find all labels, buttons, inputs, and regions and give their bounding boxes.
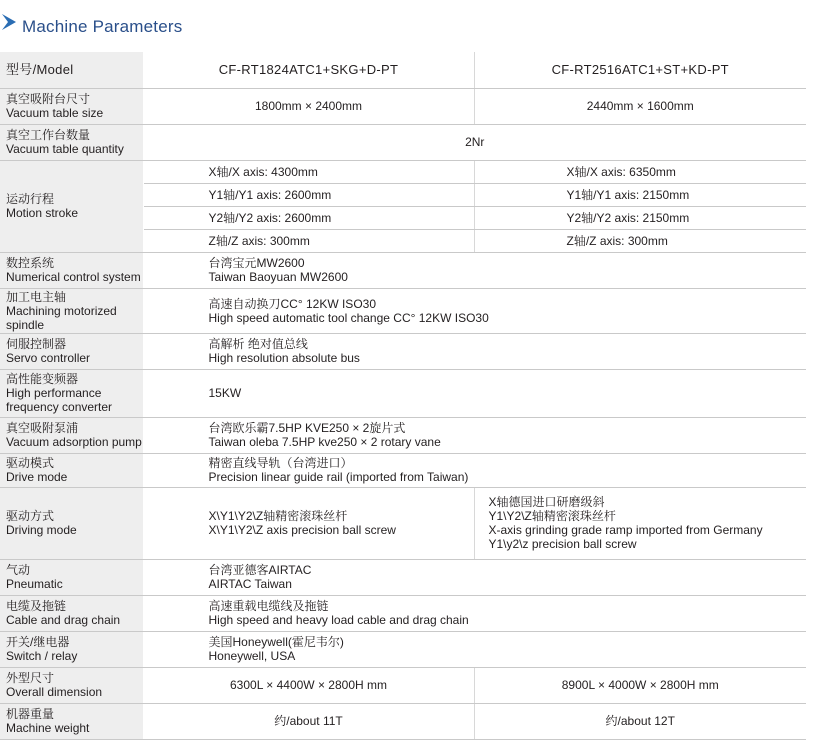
row-label: 机器重量 Machine weight — [0, 703, 143, 739]
table-row — [0, 160, 806, 183]
cell-value: 2440mm × 1600mm — [474, 88, 806, 124]
cell-value: 台湾欧乐霸7.5HP KVE250 × 2旋片式 Taiwan oleba 7.5HP kve250 × 2 rotary vane — [143, 417, 806, 453]
row-label: 开关/继电器 Switch / relay — [0, 631, 143, 667]
table-row — [0, 288, 806, 333]
cell-value: 高速自动换刀CC° 12KW ISO30 High speed automatic tool change CC° 12KW ISO30 — [143, 288, 806, 333]
cell-value: 1800mm × 2400mm — [143, 88, 474, 124]
table-row — [0, 124, 806, 160]
table-row — [0, 453, 806, 487]
row-label: 气动 Pneumatic — [0, 559, 143, 595]
table-row — [0, 333, 806, 369]
row-label: 电缆及拖链 Cable and drag chain — [0, 595, 143, 631]
cell-value: Y1轴/Y1 axis: 2150mm — [474, 183, 806, 206]
table-row — [0, 559, 806, 595]
model-1-name: CF-RT1824ATC1+SKG+D-PT — [143, 52, 474, 88]
row-label: 驱动方式 Driving mode — [0, 487, 143, 559]
table-row — [0, 252, 806, 288]
cell-value: 高速重载电缆线及拖链 High speed and heavy load cable and drag chain — [143, 595, 806, 631]
cell-value: 美国Honeywell(霍尼韦尔) Honeywell, USA — [143, 631, 806, 667]
row-label: 运动行程 Motion stroke — [0, 160, 143, 252]
table-row — [0, 88, 806, 124]
cell-value: 8900L × 4000W × 2800H mm — [474, 667, 806, 703]
row-label: 加工电主轴 Machining motorized spindle — [0, 288, 143, 333]
cell-value: 台湾宝元MW2600 Taiwan Baoyuan MW2600 — [143, 252, 806, 288]
cell-value: 2Nr — [143, 124, 806, 160]
table-row — [0, 52, 806, 88]
cell-value: 约/about 11T — [143, 703, 474, 739]
table-row — [0, 417, 806, 453]
section-header — [0, 0, 817, 52]
row-label: 驱动模式 Drive mode — [0, 453, 143, 487]
cell-value: X轴/X axis: 6350mm — [474, 160, 806, 183]
row-label: 真空吸附台尺寸 Vacuum table size — [0, 88, 143, 124]
cell-value: Z轴/Z axis: 300mm — [143, 229, 474, 252]
cell-value: 高解析 绝对值总线 High resolution absolute bus — [143, 333, 806, 369]
cell-value: 台湾亚德客AIRTAC AIRTAC Taiwan — [143, 559, 806, 595]
row-label: 高性能变频器 High performance frequency converter — [0, 369, 143, 417]
cell-value: 精密直线导轨（台湾进口） Precision linear guide rail (imported from Taiwan) — [143, 453, 806, 487]
table-row — [0, 667, 806, 703]
cell-value: 约/about 12T — [474, 703, 806, 739]
cell-value: Y2轴/Y2 axis: 2600mm — [143, 206, 474, 229]
chevron-right-icon — [2, 14, 16, 30]
cell-value: X轴德国进口研磨级斜 Y1\Y2\Z轴精密滚珠丝杆 X-axis grinding grade ramp imported from Germany Y1\y2\z precision ball screw — [474, 487, 806, 559]
row-label: 型号/Model — [0, 52, 143, 88]
row-label: 伺服控制器 Servo controller — [0, 333, 143, 369]
table-row — [0, 631, 806, 667]
cell-value: X\Y1\Y2\Z轴精密滚珠丝杆 X\Y1\Y2\Z axis precision ball screw — [143, 487, 474, 559]
row-label: 数控系统 Numerical control system — [0, 252, 143, 288]
cell-value: Z轴/Z axis: 300mm — [474, 229, 806, 252]
cell-value: Y2轴/Y2 axis: 2150mm — [474, 206, 806, 229]
table-row — [0, 595, 806, 631]
cell-value: Y1轴/Y1 axis: 2600mm — [143, 183, 474, 206]
cell-value: 6300L × 4400W × 2800H mm — [143, 667, 474, 703]
row-label: 真空吸附泵浦 Vacuum adsorption pump — [0, 417, 143, 453]
cell-value: X轴/X axis: 4300mm — [143, 160, 474, 183]
page-title: Machine Parameters — [22, 17, 183, 36]
cell-value: 15KW — [143, 369, 806, 417]
model-2-name: CF-RT2516ATC1+ST+KD-PT — [474, 52, 806, 88]
table-row — [0, 369, 806, 417]
table-row — [0, 487, 806, 559]
table-row — [0, 703, 806, 739]
parameters-table — [0, 52, 806, 740]
row-label: 外型尺寸 Overall dimension — [0, 667, 143, 703]
row-label: 真空工作台数量 Vacuum table quantity — [0, 124, 143, 160]
